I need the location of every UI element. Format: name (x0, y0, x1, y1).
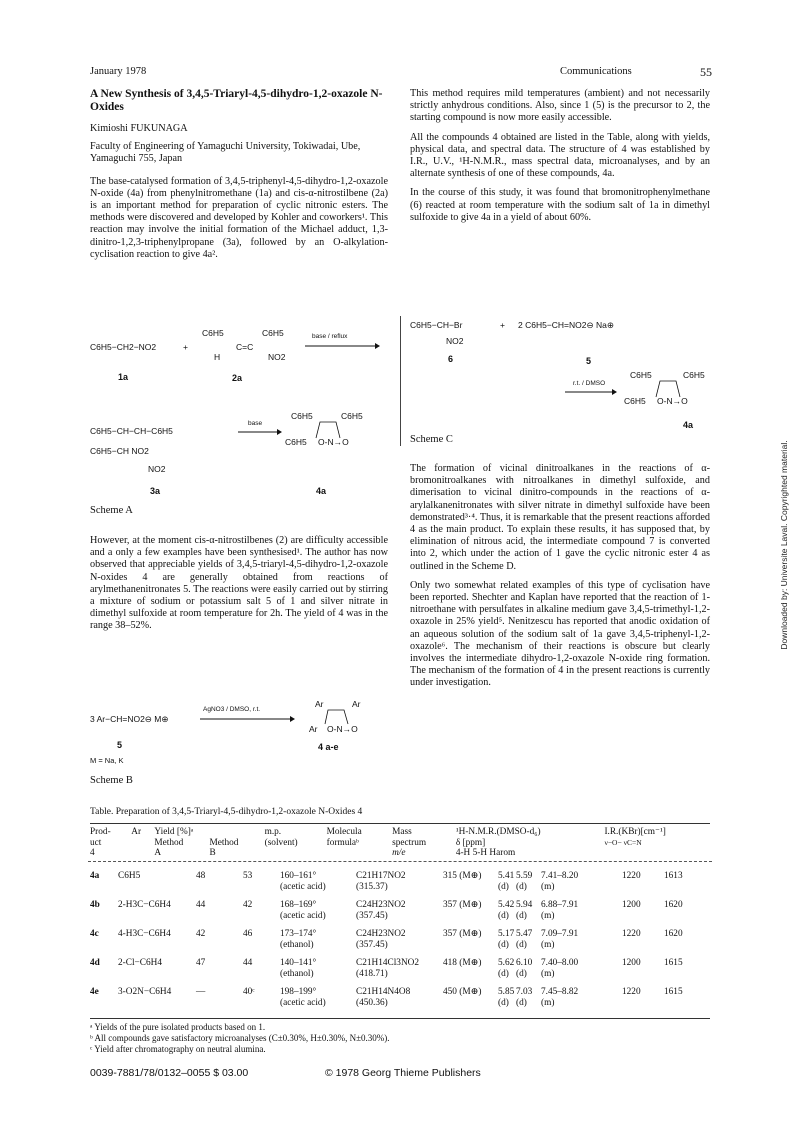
scheme-a-prod-ph3: C6H5 (285, 437, 307, 447)
scheme-c-plus: + (500, 320, 505, 330)
header-date: January 1978 (90, 66, 147, 77)
table-cell-sol: (acetic acid) (280, 882, 326, 892)
table-cell-d2: (d) (516, 882, 527, 892)
table-cell-ms: 357 (M⊕) (443, 900, 482, 910)
table-rule-bottom (90, 1018, 710, 1019)
th-a: A (154, 848, 162, 859)
table-cell-ar: C6H5 (118, 871, 141, 881)
table-cell-ms: 450 (M⊕) (443, 987, 482, 997)
scheme-c-ph1: C6H5 (630, 370, 652, 380)
table-cell-id: 4c (90, 929, 99, 939)
table-cell-ir1: 1220 (622, 871, 641, 881)
affiliation: Faculty of Engineering of Yamaguchi University, Tokiwadai, Ube, Yamaguchi 755, Japan (90, 141, 361, 165)
scheme-a-r2-h: H (214, 352, 221, 362)
data-table (88, 827, 712, 866)
scheme-a-caption: Scheme A (90, 505, 133, 516)
table-cell-sol: (ethanol) (280, 940, 314, 950)
right-column-2 (410, 463, 710, 697)
th-uct: uct (90, 837, 102, 848)
scheme-c-r1: C6H5−CH−Br (410, 320, 463, 330)
scheme-a-label-2a: 2a (232, 373, 243, 383)
table-cell-sol: (acetic acid) (280, 911, 326, 921)
table-cell-ir2: 1615 (664, 958, 683, 968)
scheme-a-label-4a: 4a (316, 486, 327, 496)
table-cell-h5: 5.59 (516, 871, 533, 881)
table-cell-id: 4d (90, 958, 100, 968)
author: Kimioshi FUKUNAGA (90, 123, 188, 134)
scheme-c-label-5: 5 (586, 356, 592, 366)
th-mp: m.p. (264, 827, 282, 837)
table-cell-m: (m) (541, 882, 555, 892)
scheme-c-ring: O-N→O (657, 396, 688, 406)
scheme-c-r1b: NO2 (446, 336, 464, 346)
right-paragraph-3: In the course of this study, it was found that bromonitrophenylmethane (6) reacted at room temperature with the sodium salt of 1a in dimethyl sulfoxide to give 4a in a yield of about 60%. (410, 187, 710, 223)
table-cell-ir1: 1220 (622, 987, 641, 997)
scheme-b-label-5: 5 (117, 740, 123, 750)
table-cell-a: 47 (196, 958, 206, 968)
th-ir-2: ν−O− νC=N (604, 837, 642, 847)
th-method-a: Method (154, 837, 184, 848)
scheme-b-ar-3: Ar (309, 724, 318, 734)
table-cell-m: (m) (541, 998, 555, 1008)
table-cell-d2: (d) (516, 998, 527, 1008)
table-cell-h4: 5.41 (498, 871, 515, 881)
scheme-a-arrow-1 (305, 342, 380, 350)
scheme-b-m: M = Na, K (90, 756, 124, 765)
th-b: B (209, 848, 216, 859)
scheme-c-cond: r.t. / DMSO (573, 380, 606, 387)
table-cell-f: C24H23NO2 (356, 929, 406, 939)
scheme-b-arrow (200, 715, 295, 723)
scheme-a-ring (310, 418, 350, 442)
scheme-b-cond: AgNO3 / DMSO, r.t. (203, 706, 261, 713)
left-column (90, 88, 388, 268)
scheme-a-r2-cc: C=C (236, 342, 254, 352)
table-cell-d2: (d) (516, 969, 527, 979)
th-formula: Molecula (326, 827, 362, 837)
table-cell-d2: (d) (516, 911, 527, 921)
scheme-a-prod-ring: O-N→O (318, 437, 349, 447)
table-cell-f: C21H17NO2 (356, 871, 406, 881)
table-cell-b: 44 (243, 958, 253, 968)
table-cell-id: 4b (90, 900, 100, 910)
table-header-row-2 (88, 838, 712, 849)
scheme-a-int-1: C6H5−CH−CH−C6H5 (90, 426, 173, 436)
scheme-a-reactant-1: C6H5−CH2−NO2 (90, 342, 157, 352)
table-header-row-3 (88, 848, 712, 859)
table-cell-d: (d) (498, 969, 509, 979)
table-cell-a: 44 (196, 900, 206, 910)
table-cell-f: C21H14Cl3NO2 (356, 958, 420, 968)
table-cell-m: (m) (541, 969, 555, 979)
th-nmr: ¹H-N.M.R.(DMSO-d₆) (455, 827, 541, 837)
table-cell-ir2: 1613 (664, 871, 683, 881)
scheme-a-prod-ph2: C6H5 (341, 411, 363, 421)
header-page: 55 (700, 65, 712, 79)
table-cell-har: 7.45–8.82 (541, 987, 579, 997)
footnote-a: ᵃ Yields of the pure isolated products based on 1. (90, 1022, 266, 1032)
th-num: 4 (90, 848, 95, 859)
table-cell-a: 48 (196, 871, 206, 881)
right-paragraph-4: The formation of vicinal dinitroalkanes in the reactions of α-bromonitroalkanes with nitroalkanes in dimethyl sulfoxide, and dimerisation to vicinal dinitro-compounds in the reactions of α-arylalkanenitronates with silver nitrate in dimethyl sulfoxide have been demonstrated³·⁴. Thus, it is remarkable that the present reactions afforded 4 as the main product. To explain these results, it has supposed that, by elimination of nitrous acid, the intermediate compound 7 is converted into 2, which under the action of 1 gave the cyclic nitronic ester 4 as outlined in the Scheme D. (410, 463, 710, 572)
scheme-c-ring-shape (650, 377, 690, 401)
right-paragraph-1: This method requires mild temperatures (ambient) and not necessarily strictly anhydrous conditions. Also, since 1 (5) is the precursor to 2, the starting compound is now more easily accessible. (410, 88, 710, 124)
table-cell-f: C21H14N4O8 (356, 987, 411, 997)
header-journal: Communications (560, 66, 632, 77)
scheme-a-label-1a: 1a (118, 372, 129, 382)
table-cell-d: (d) (498, 940, 509, 950)
left-paragraph-2: However, at the moment cis-α-nitrostilbenes (2) are difficulty accessible and a only a few examples have been synthesised¹. The author has now observed that appreciable yields of 3,4,5-triaryl-4,5-dihydro-1,2-oxazole N-oxides 4 are generally obtained from reactions of arylmethanenitronates 5. The reactions were easily carried out by stirring a mixture of sodium or potassium salt 5 of 1 and silver nitrate in dimethyl sulfoxide at room temperature for 2h. The yield of 4 was in the range 38–52%. (90, 535, 388, 632)
scheme-c-r2: 2 C6H5−CH=NO2⊖ Na⊕ (518, 320, 614, 330)
scheme-c-label-6: 6 (448, 354, 454, 364)
table-cell-fw: (357.45) (356, 911, 388, 921)
table-cell-b: 42 (243, 900, 253, 910)
table-cell-h4: 5.17 (498, 929, 515, 939)
scheme-a-int-3: NO2 (148, 464, 166, 474)
table-cell-ir2: 1620 (664, 929, 683, 939)
table-cell-fw: (450.36) (356, 998, 388, 1008)
table-cell-har: 7.09–7.91 (541, 929, 579, 939)
th-nmr-2: δ [ppm] (455, 837, 486, 848)
table-cell-h4: 5.62 (498, 958, 515, 968)
table-cell-har: 7.41–8.20 (541, 871, 579, 881)
table-cell-ar: 2-H3C−C6H4 (118, 900, 171, 910)
scheme-a-r2-ph1: C6H5 (202, 328, 224, 338)
scheme-a-cond-1: base / reflux (312, 333, 348, 340)
th-yield: Yield [%]ᵃ (154, 827, 194, 837)
table-cell-sol: (ethanol) (280, 969, 314, 979)
th-method-b: Method (209, 837, 239, 848)
table-cell-id: 4e (90, 987, 99, 997)
footer-code: 0039-7881/78/0132–0055 $ 03.00 (90, 1067, 249, 1079)
table-cell-f: C24H23NO2 (356, 900, 406, 910)
scheme-a-cond-2: base (248, 420, 263, 427)
table-rule-top (90, 823, 710, 824)
table-cell-m: (m) (541, 911, 555, 921)
table-cell-id: 4a (90, 871, 100, 881)
table-cell-d: (d) (498, 882, 509, 892)
scheme-b-ar-2: Ar (352, 699, 361, 709)
table-cell-ir2: 1620 (664, 900, 683, 910)
table-cell-ar: 3-O2N−C6H4 (118, 987, 172, 997)
table-cell-d: (d) (498, 998, 509, 1008)
table-cell-ms: 357 (M⊕) (443, 929, 482, 939)
table-cell-ir1: 1220 (622, 929, 641, 939)
scheme-a-plus: + (183, 342, 188, 352)
right-paragraph-2: All the compounds 4 obtained are listed in the Table, along with yields, physical data, and spectral data. The structure of 4 was established by I.R., U.V., ¹H-N.M.R., mass spectral data, microanalyses, and by an alternate synthesis of one of these compounds, 4a. (410, 131, 710, 180)
th-ar: Ar (131, 827, 142, 837)
scheme-c-ph2: C6H5 (683, 370, 705, 380)
table-header-row-1 (88, 827, 712, 838)
footnote-c: ᶜ Yield after chromatography on neutral alumina. (90, 1044, 266, 1054)
scheme-c-ph3: C6H5 (624, 396, 646, 406)
scheme-b-ring: O-N→O (327, 724, 358, 734)
th-formula-2: formulaᵇ (326, 837, 359, 848)
scheme-c-label-4a: 4a (683, 420, 694, 430)
scheme-b-ring-shape (320, 706, 356, 728)
th-prod: Prod- (90, 827, 111, 837)
left-paragraph-1: The base-catalysed formation of 3,4,5-triphenyl-4,5-dihydro-1,2-oxazole N-oxide (4a) from phenylnitromethane (1a) and cis-α-nitrostilbene (2a) is an important method for preparation of cyclic nitronic esters. The methods were discovered and developed by Kohler and coworkers¹. This reaction may involve the initial formation of the Michael adduct, 1,3-dinitro-1,2,3-triphenylpropane (3a), followed by an O-alkylation-cyclisation reaction to give 4a². (90, 175, 388, 260)
scheme-b-ar-1: Ar (315, 699, 324, 709)
right-column (410, 88, 710, 231)
table-cell-fw: (315.37) (356, 882, 388, 892)
table-cell-b: 53 (243, 871, 253, 881)
table-cell-a: 42 (196, 929, 206, 939)
scheme-c-caption: Scheme C (410, 434, 453, 445)
table-cell-har: 6.88–7.91 (541, 900, 579, 910)
table-cell-ir1: 1200 (622, 958, 641, 968)
table-cell-ar: 4-H3C−C6H4 (118, 929, 171, 939)
th-mass: Mass (392, 827, 412, 837)
scheme-a-prod-ph1: C6H5 (291, 411, 313, 421)
footer-copyright: © 1978 Georg Thieme Publishers (325, 1067, 481, 1079)
article-title: A New Synthesis of 3,4,5-Triaryl-4,5-dihydro-1,2-oxazole N-Oxides (90, 88, 383, 113)
th-nmr-3: 4-H 5-H Harom (455, 848, 516, 859)
table-cell-d2: (d) (516, 940, 527, 950)
table-cell-mp: 160–161° (280, 871, 317, 881)
table-cell-h5: 5.94 (516, 900, 533, 910)
left-column-2 (90, 535, 388, 640)
table-cell-h5: 7.03 (516, 987, 533, 997)
table-cell-ms: 315 (M⊕) (443, 871, 482, 881)
scheme-b-reactant: 3 Ar−CH=NO2⊖ M⊕ (90, 714, 169, 724)
table-cell-mp: 140–141° (280, 958, 317, 968)
table-cell-ar: 2-Cl−C6H4 (118, 958, 162, 968)
scheme-b-caption: Scheme B (90, 775, 133, 786)
scheme-c-arrow (565, 388, 617, 396)
table-cell-fw: (418.71) (356, 969, 388, 979)
scheme-b-label-4: 4 a-e (318, 742, 339, 752)
table-cell-h5: 5.47 (516, 929, 533, 939)
table-cell-h4: 5.42 (498, 900, 515, 910)
table-cell-mp: 198–199° (280, 987, 317, 997)
th-mass-3: m/e (392, 848, 406, 859)
table-caption: Table. Preparation of 3,4,5-Triaryl-4,5-dihydro-1,2-oxazole N-Oxides 4 (90, 807, 363, 817)
scheme-a-label-3a: 3a (150, 486, 161, 496)
th-mass-2: spectrum (392, 837, 427, 848)
table-cell-ir1: 1200 (622, 900, 641, 910)
table-cell-m: (m) (541, 940, 555, 950)
table-cell-ms: 418 (M⊕) (443, 958, 482, 968)
th-solvent: (solvent) (264, 837, 298, 848)
th-ir: I.R.(KBr)[cm⁻¹] (604, 827, 666, 837)
footnote-b: ᵇ All compounds gave satisfactory microanalyses (C±0.30%, H±0.30%, N±0.30%). (90, 1033, 390, 1043)
table-cell-mp: 173–174° (280, 929, 317, 939)
table-cell-har: 7.40–8.00 (541, 958, 579, 968)
scheme-a-arrow-2 (238, 428, 282, 436)
table-cell-h5: 6.10 (516, 958, 533, 968)
scheme-a-r2-no2: NO2 (268, 352, 286, 362)
table-cell-b: 40ᶜ (243, 987, 255, 997)
table-cell-mp: 168–169° (280, 900, 317, 910)
table-cell-ir2: 1615 (664, 987, 683, 997)
table-cell-h4: 5.85 (498, 987, 515, 997)
table-cell-b: 46 (243, 929, 253, 939)
table-cell-fw: (357.45) (356, 940, 388, 950)
table-cell-d: (d) (498, 911, 509, 921)
right-paragraph-5: Only two somewhat related examples of this type of cyclisation have been reported. Shechter and Kaplan have reported that the reaction of 1-nitroethane with persulfates in alkaline medium gave 3,4,5-trimethyl-1,2-oxazole in 25% yield⁵. Nenitzescu has reported that anodic oxidation of an aqueous solution of the sodium salt of 1a gave 3,4,5-triphenyl-1,2-oxazole⁶. The mechanism of their reactions is obscure but clearly involves the intermediate dihydro-1,2-oxazole N-oxide ring formation. The mechanism of the formation of 4 in the present reactions is currently under investigation. (410, 579, 710, 689)
scheme-a-int-2: C6H5−CH NO2 (90, 446, 149, 456)
table-cell-sol: (acetic acid) (280, 998, 326, 1008)
scheme-a-r2-ph2: C6H5 (262, 328, 284, 338)
table-cell-a: — (196, 987, 206, 997)
scheme-c-divider (400, 316, 401, 446)
